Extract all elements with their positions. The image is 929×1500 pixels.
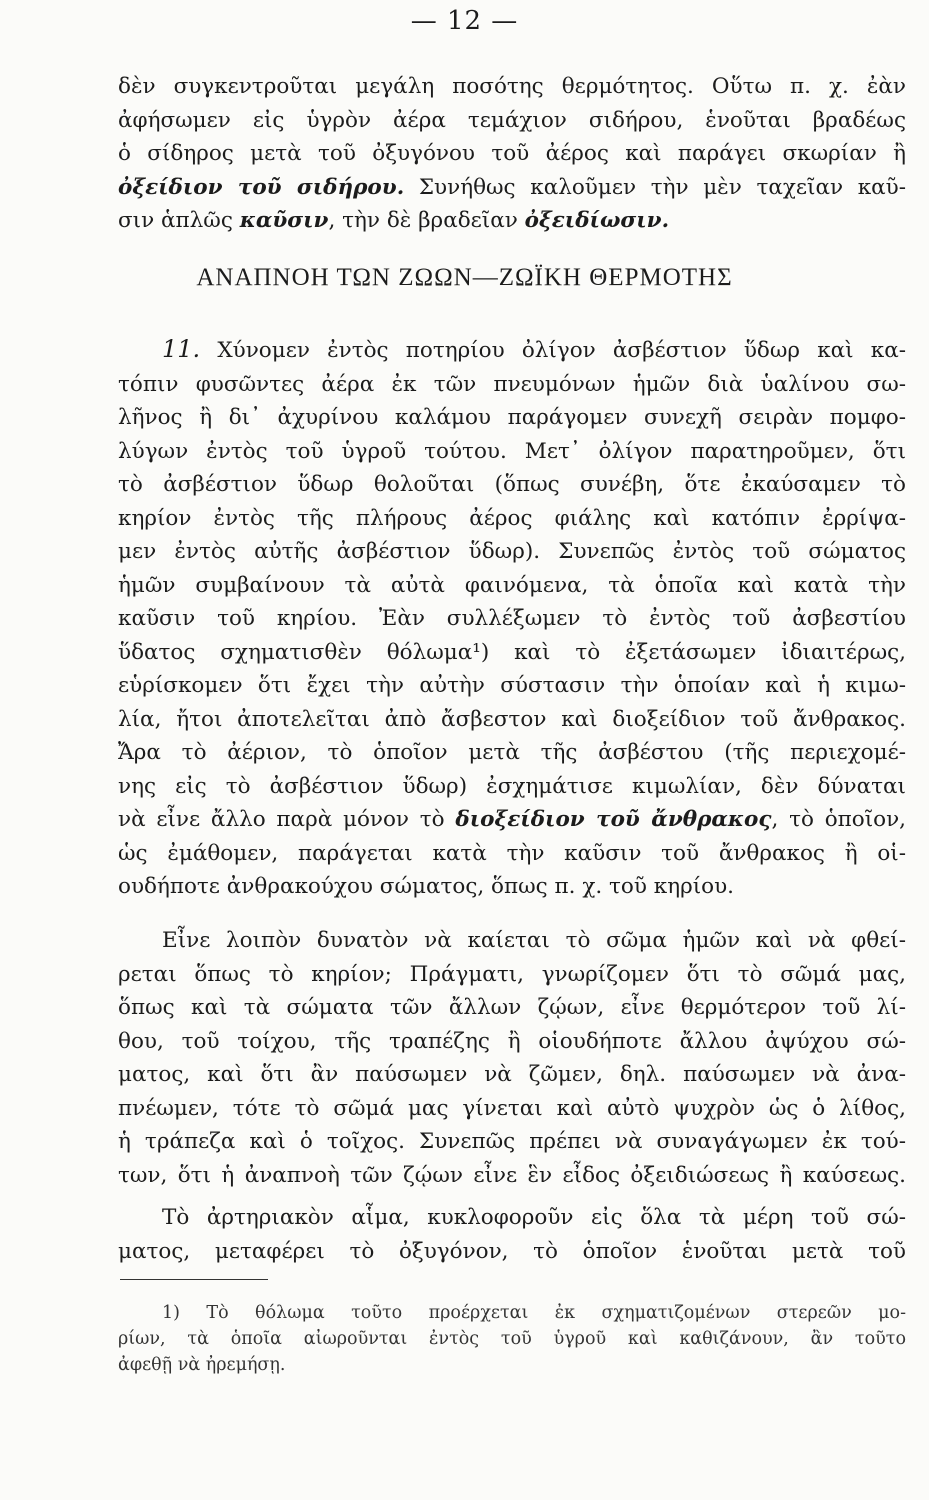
text-line: ὕδατος σχηματισθὲν θόλωμα¹) καὶ τὸ ἐξετάσωμεν ἰδιαιτέρως, bbox=[118, 639, 906, 665]
footnote-divider bbox=[120, 1279, 268, 1280]
text-line: ρεται ὅπως τὸ κηρίον; Πράγματι, γνωρίζομεν ὅτι τὸ σῶμά μας, bbox=[118, 961, 906, 987]
text-line: ἀφήσωμεν εἰς ὑγρὸν ἀέρα τεμάχιον σιδήρου, ἑνοῦται βραδέως bbox=[118, 107, 906, 133]
text-line: ματος, καὶ ὅτι ἂν παύσωμεν νὰ ζῶμεν, δηλ. παύσωμεν νὰ ἀνα- bbox=[118, 1062, 906, 1087]
text-line: πνέωμεν, τότε τὸ σῶμά μας γίνεται καὶ αὐτὸ ψυχρὸν ὡς ὁ λίθος, bbox=[118, 1095, 906, 1121]
paragraph-body-heat bbox=[118, 924, 906, 1192]
text-line: ὁ σίδηρος μετὰ τοῦ ὀξυγόνου τοῦ ἀέρος καὶ παράγει σκωρίαν ἢ bbox=[118, 141, 906, 166]
text-line: ματος, μεταφέρει τὸ ὀξυγόνον, τὸ ὁποῖον ἑνοῦται μετὰ τοῦ bbox=[118, 1238, 906, 1264]
text-fragment: σιν ἁπλῶς bbox=[118, 208, 240, 233]
text-line: ὡς ἐμάθομεν, παράγεται κατὰ τὴν καῦσιν τοῦ ἄνθρακος ἢ οἱ- bbox=[118, 840, 906, 866]
text-fragment: , τὴν δὲ βραδεῖαν bbox=[328, 208, 525, 233]
footnote-line: ρίων, τὰ ὁποῖα αἰωροῦνται ἐντὸς τοῦ ὑγροῦ καὶ καθιζάνουν, ἂν τοῦτο bbox=[118, 1329, 906, 1349]
text-fragment: , τὸ ὁποῖον, bbox=[771, 807, 906, 832]
footnote bbox=[118, 1300, 906, 1378]
text-line: κηρίον ἐντὸς τῆς πλήρους ἀέρος φιάλης καὶ κατόπιν ἐρρίψα- bbox=[118, 505, 906, 531]
section-heading: ΑΝΑΠΝΟΗ ΤΩΝ ΖΩΩΝ—ΖΩΪΚΗ ΘΕΡΜΟΤΗΣ bbox=[196, 264, 733, 291]
text-line: τὸ ἀσβέστιον ὕδωρ θολοῦται (ὅπως συνέβη, ὅτε ἐκαύσαμεν τὸ bbox=[118, 472, 906, 497]
page-number: — 12 — bbox=[410, 6, 519, 36]
text-line: ὅπως καὶ τὰ σώματα τῶν ἄλλων ζῴων, εἶνε θερμότερον τοῦ λί- bbox=[118, 995, 906, 1020]
paragraph-11 bbox=[118, 333, 906, 904]
text-line bbox=[118, 171, 906, 205]
term-oxidation: ὀξειδίωσιν. bbox=[524, 208, 670, 233]
text-fragment: Χύνομεν ἐντὸς ποτηρίου ὀλίγον ἀσβέστιον ὕδωρ καὶ κα- bbox=[200, 338, 906, 363]
term-combustion: καῦσιν bbox=[239, 208, 329, 233]
text-fragment: Συνήθως καλοῦμεν τὴν μὲν ταχεῖαν καῦ- bbox=[404, 174, 906, 200]
text-line: ουδήποτε ἀνθρακούχου σώματος, ὅπως π. χ. τοῦ κηρίου. bbox=[118, 874, 735, 899]
text-line: νης εἰς τὸ ἀσβέστιον ὕδωρ) ἐσχημάτισε κιμωλίαν, δὲν δύναται bbox=[118, 773, 906, 799]
text-line: λύγων ἐντὸς τοῦ ὑγροῦ τούτου. Μετ᾽ ὀλίγον παρατηροῦμεν, ὅτι bbox=[118, 438, 906, 464]
text-line: λῆνος ἢ δι᾽ ἀχυρίνου καλάμου παράγομεν συνεχῆ σειρὰν πομφο- bbox=[118, 405, 906, 430]
text-line: Ἄρα τὸ ἀέριον, τὸ ὁποῖον μετὰ τῆς ἀσβέστου (τῆς περιεχομέ- bbox=[118, 740, 906, 765]
text-line: ἡ τράπεζα καὶ ὁ τοῖχος. Συνεπῶς πρέπει νὰ συναγάγωμεν ἐκ τού- bbox=[118, 1129, 906, 1154]
term-iron-oxide: ὀξείδιον τοῦ σιδήρου. bbox=[118, 174, 405, 200]
text-line: θου, τοῦ τοίχου, τῆς τραπέζης ἢ οἱουδήποτε ἄλλου ἀψύχου σώ- bbox=[118, 1028, 906, 1054]
footnote-line: ἀφεθῇ νὰ ἠρεμήσῃ. bbox=[118, 1355, 286, 1375]
text-line: Τὸ ἀρτηριακὸν αἷμα, κυκλοφοροῦν εἰς ὅλα τὰ μέρη τοῦ σώ- bbox=[162, 1205, 906, 1230]
text-line: καῦσιν τοῦ κηρίου. Ἐὰν συλλέξωμεν τὸ ἐντὸς τοῦ ἀσβεστίου bbox=[118, 606, 906, 631]
text-line: ἡμῶν συμβαίνουν τὰ αὐτὰ φαινόμενα, τὰ ὁποῖα καὶ κατὰ τὴν bbox=[118, 572, 906, 598]
text-line: λία, ἤτοι ἀποτελεῖται ἀπὸ ἄσβεστον καὶ διοξείδιον τοῦ ἄνθρακος. bbox=[118, 706, 906, 732]
text-line: τόπιν φυσῶντες ἀέρα ἐκ τῶν πνευμόνων ἡμῶν διὰ ὑαλίνου σω- bbox=[118, 371, 906, 397]
paragraph-arterial-blood bbox=[118, 1201, 906, 1268]
text-line: των, ὅτι ἡ ἀναπνοὴ τῶν ζῴων εἶνε ἓν εἶδος ὀξειδιώσεως ἢ καύσεως. bbox=[118, 1162, 906, 1188]
text-line: δὲν συγκεντροῦται μεγάλη ποσότης θερμότητος. Οὕτω π. χ. ἐὰν bbox=[118, 74, 906, 99]
text-line: μεν ἐντὸς αὐτῆς ἀσβέστιον ὕδωρ). Συνεπῶς ἐντὸς τοῦ σώματος bbox=[118, 539, 906, 564]
term-carbon-dioxide: διοξείδιον τοῦ ἄνθρακος bbox=[455, 807, 772, 832]
text-line bbox=[118, 333, 906, 368]
footnote-line: 1) Τὸ θόλωμα τοῦτο προέρχεται ἐκ σχηματιζομένων στερεῶν μο- bbox=[162, 1303, 906, 1323]
paragraph-oxidation bbox=[118, 70, 906, 238]
text-line bbox=[118, 803, 906, 837]
text-line bbox=[118, 204, 906, 238]
text-line: εὑρίσκομεν ὅτι ἔχει τὴν αὐτὴν σύστασιν τὴν ὁποίαν καὶ ἡ κιμω- bbox=[118, 673, 906, 698]
section-number: 11. bbox=[162, 335, 201, 363]
text-fragment: νὰ εἶνε ἄλλο παρὰ μόνον τὸ bbox=[118, 807, 456, 832]
text-line: Εἶνε λοιπὸν δυνατὸν νὰ καίεται τὸ σῶμα ἡμῶν καὶ νὰ φθεί- bbox=[162, 928, 906, 953]
